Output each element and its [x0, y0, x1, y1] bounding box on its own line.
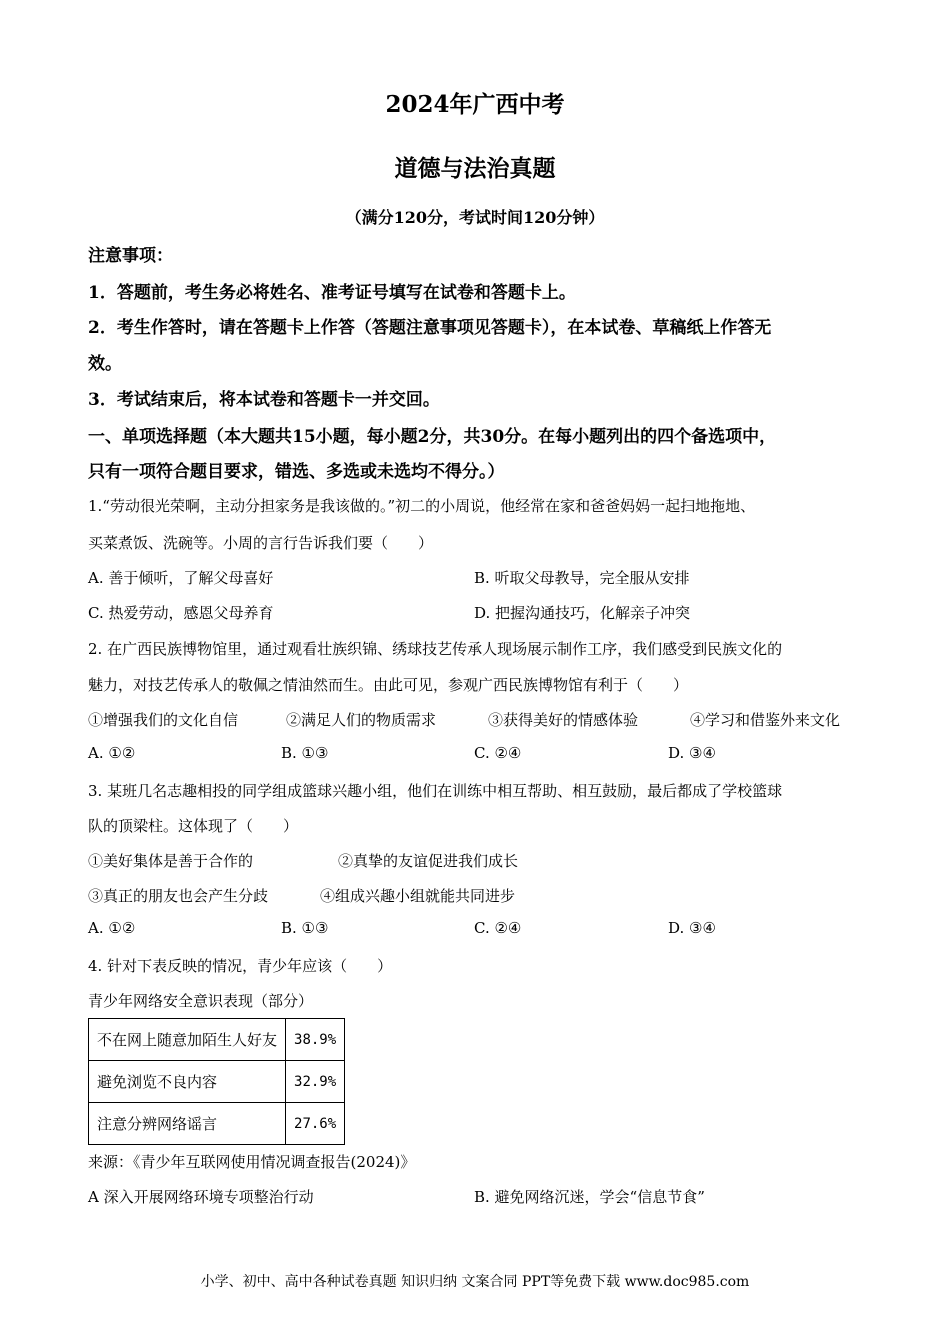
table-row — [89, 1061, 345, 1103]
statement: ②满足人们的物质需求 — [286, 711, 437, 729]
question-2-stem: 2. 在广西民族博物馆里，通过观看壮族织锦、绣球技艺传承人现场展示制作工序，我们感受到民族文化的 — [88, 640, 783, 658]
option-b: B. ①③ — [281, 744, 329, 762]
option-a: A. ①② — [88, 744, 136, 762]
question-4-stem: 4. 针对下表反映的情况，青少年应该（ ） — [88, 957, 393, 975]
statement: ①美好集体是善于合作的 — [88, 852, 254, 870]
statement: ③获得美好的情感体验 — [488, 711, 639, 729]
table-cell-percent: 32.9% — [286, 1061, 345, 1103]
option-d: D. ③④ — [668, 919, 716, 937]
question-1-stem: 买菜煮饭、洗碗等。小周的言行告诉我们要（ ） — [88, 534, 434, 552]
notes-heading: 注意事项： — [88, 246, 173, 266]
question-1-stem: 1.“劳动很光荣啊，主动分担家务是我该做的。”初二的小周说，他经常在家和爸爸妈妈一起扫地拖地、 — [88, 497, 756, 515]
option-b: B. 避免网络沉迷，学会“信息节食” — [474, 1188, 705, 1206]
option-a: A 深入开展网络环境专项整治行动 — [88, 1188, 314, 1206]
option-c: C. 热爱劳动，感恩父母养育 — [88, 604, 274, 622]
option-a: A. 善于倾听，了解父母喜好 — [88, 569, 274, 587]
option-a: A. ①② — [88, 919, 136, 937]
option-d: D. ③④ — [668, 744, 716, 762]
option-c: C. ②④ — [474, 919, 522, 937]
section-heading: 一、单项选择题（本大题共15小题，每小题2分，共30分。在每小题列出的四个备选项中， — [88, 427, 777, 447]
option-d: D. 把握沟通技巧，化解亲子冲突 — [474, 604, 691, 622]
score-info: （满分120分，考试时间120分钟） — [345, 208, 605, 227]
table-row — [89, 1103, 345, 1145]
option-b: B. 听取父母教导，完全服从安排 — [474, 569, 690, 587]
question-3-stem: 3. 某班几名志趣相投的同学组成篮球兴趣小组，他们在训练中相互帮助、相互鼓励，最后都成了学校篮球 — [88, 782, 783, 800]
exam-subtitle: 道德与法治真题 — [394, 155, 556, 182]
statement: ①增强我们的文化自信 — [88, 711, 239, 729]
table-title: 青少年网络安全意识表现（部分） — [88, 992, 314, 1010]
note-item: 效。 — [88, 354, 122, 374]
statement: ④学习和借鉴外来文化 — [690, 711, 841, 729]
note-item: 1．答题前，考生务必将姓名、准考证号填写在试卷和答题卡上。 — [88, 283, 576, 303]
question-3-stem: 队的顶梁柱。这体现了（ ） — [88, 817, 299, 835]
exam-title: 2024年广西中考 — [385, 91, 565, 118]
note-item: 2．考生作答时，请在答题卡上作答（答题注意事项见答题卡），在本试卷、草稿纸上作答无 — [88, 318, 772, 338]
statement: ④组成兴趣小组就能共同进步 — [320, 887, 516, 905]
question-2-stem: 魅力，对技艺传承人的敬佩之情油然而生。由此可见，参观广西民族博物馆有利于（ ） — [88, 676, 689, 694]
table-row — [89, 1019, 345, 1061]
section-heading: 只有一项符合题目要求，错选、多选或未选均不得分。） — [88, 462, 505, 482]
table-cell-item: 不在网上随意加陌生人好友 — [89, 1019, 286, 1061]
table-cell-percent: 38.9% — [286, 1019, 345, 1061]
option-c: C. ②④ — [474, 744, 522, 762]
page-footer: 小学、初中、高中各种试卷真题 知识归纳 文案合同 PPT等免费下载 www.doc985.com — [200, 1274, 750, 1290]
table-source: 来源：《青少年互联网使用情况调查报告(2024)》 — [88, 1153, 416, 1171]
note-item: 3．考试结束后，将本试卷和答题卡一并交回。 — [88, 390, 440, 410]
statement: ③真正的朋友也会产生分歧 — [88, 887, 269, 905]
table-cell-item: 注意分辨网络谣言 — [89, 1103, 286, 1145]
option-b: B. ①③ — [281, 919, 329, 937]
table-cell-item: 避免浏览不良内容 — [89, 1061, 286, 1103]
survey-table — [88, 1018, 345, 1145]
statement: ②真挚的友谊促进我们成长 — [338, 852, 519, 870]
table-cell-percent: 27.6% — [286, 1103, 345, 1145]
